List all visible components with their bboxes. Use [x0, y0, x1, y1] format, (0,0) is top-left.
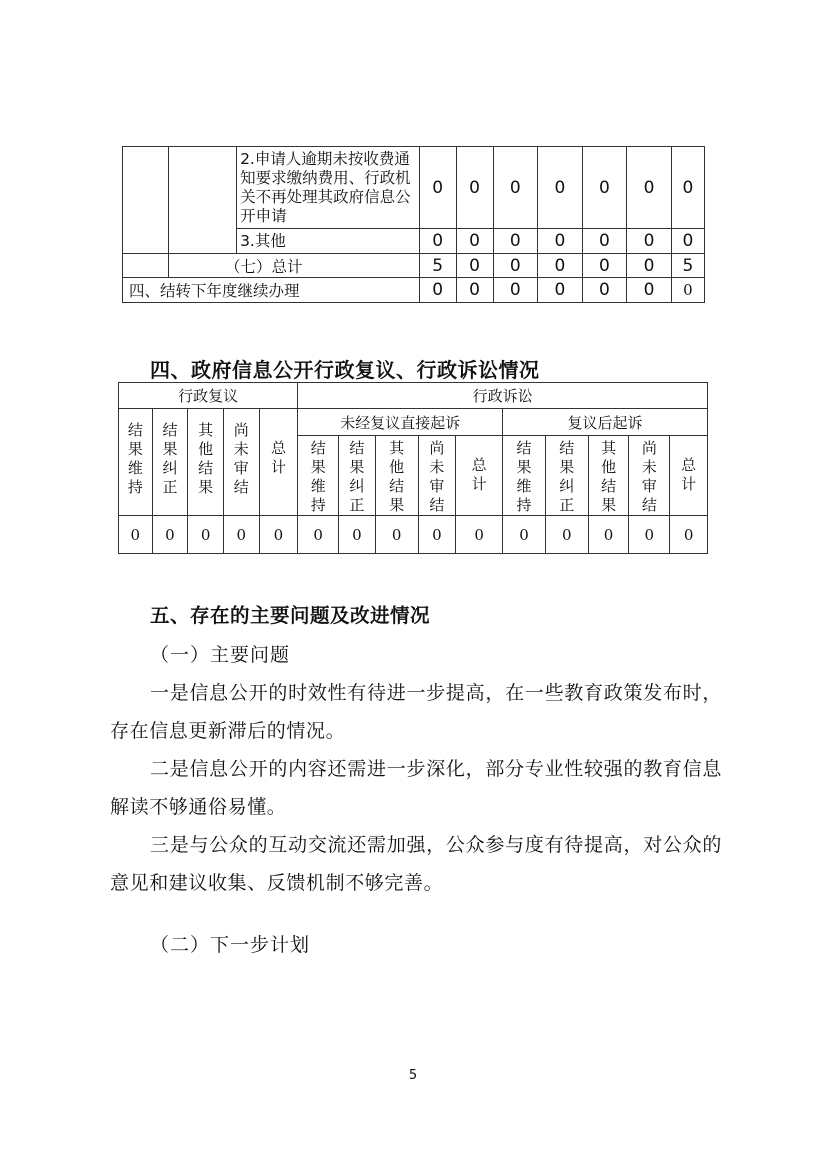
subsection-heading: （二）下一步计划 [150, 934, 311, 956]
paragraph: 三是与公众的互动交流还需加强，公众参与度有待提高，对公众的意见和建议收集、反馈机制不够完善。 [110, 834, 722, 894]
disposal-table [122, 146, 705, 303]
cell-value: 0 [152, 516, 188, 554]
header-cell: 结果维持 [298, 436, 339, 516]
cell-value: 0 [259, 516, 298, 554]
row-label: （七）总计 [169, 254, 420, 278]
cell-value: 0 [493, 147, 538, 229]
cell-value: 0 [456, 278, 493, 303]
header-cell: 结果纠正 [152, 409, 188, 516]
cell-value: 0 [419, 229, 456, 254]
section-heading: 四、政府信息公开行政复议、行政诉讼情况 [150, 358, 540, 382]
cell-value: 0 [627, 254, 672, 278]
row-label: 2.申请人逾期未按收费通知要求缴纳费用、行政机关不再处理其政府信息公开申请 [237, 147, 420, 229]
cell-value: 0 [627, 147, 672, 229]
review-litigation-table [118, 382, 708, 554]
cell-value: 5 [419, 254, 456, 278]
cell-value: 0 [538, 229, 583, 254]
paragraph: 二是信息公开的内容还需进一步深化，部分专业性较强的教育信息解读不够通俗易懂。 [110, 758, 722, 818]
header-cell: 总计 [259, 409, 298, 516]
cell-value: 0 [456, 229, 493, 254]
header-cell: 尚未审结 [418, 436, 456, 516]
header-cell: 其他结果 [188, 409, 224, 516]
cell-value: 0 [339, 516, 376, 554]
header-cell: 其他结果 [375, 436, 418, 516]
cell-value: 0 [538, 254, 583, 278]
cell-value: 0 [629, 516, 670, 554]
cell-value: 0 [493, 229, 538, 254]
cell-value: 0 [456, 516, 503, 554]
cell-value: 0 [493, 278, 538, 303]
cell-value: 0 [503, 516, 546, 554]
table-row [119, 409, 708, 436]
header-cell: 总计 [670, 436, 708, 516]
header-cell: 尚未审结 [223, 409, 259, 516]
cell-value: 0 [670, 516, 708, 554]
cell-value: 0 [119, 516, 153, 554]
table-row [119, 383, 708, 409]
cell-value: 0 [375, 516, 418, 554]
cell-value: 0 [582, 147, 627, 229]
header-cell: 复议后起诉 [503, 409, 708, 436]
cell-value: 0 [627, 278, 672, 303]
header-cell: 总计 [456, 436, 503, 516]
cell-value: 0 [671, 229, 704, 254]
cell-value: 5 [671, 254, 704, 278]
cell-value: 0 [582, 229, 627, 254]
cell-value: 0 [538, 147, 583, 229]
table-row [123, 254, 705, 278]
cell-value: 0 [456, 147, 493, 229]
cell-value: 0 [419, 278, 456, 303]
cell-value: 0 [188, 516, 224, 554]
section-heading: 五、存在的主要问题及改进情况 [150, 604, 431, 627]
table-row [123, 278, 705, 303]
cell-value: 0 [582, 278, 627, 303]
cell-value: 0 [671, 147, 704, 229]
header-cell: 行政复议 [119, 383, 298, 409]
cell-value: 0 [298, 516, 339, 554]
paragraph: 一是信息公开的时效性有待进一步提高，在一些教育政策发布时，存在信息更新滞后的情况。 [110, 682, 722, 742]
cell-value: 0 [588, 516, 629, 554]
cell-value: 0 [627, 229, 672, 254]
cell-value: 0 [582, 254, 627, 278]
header-cell: 其他结果 [588, 436, 629, 516]
subsection-heading: （一）主要问题 [150, 644, 291, 666]
cell-value: 0 [538, 278, 583, 303]
header-cell: 未经复议直接起诉 [298, 409, 503, 436]
cell-value: 0 [223, 516, 259, 554]
cell-value: 0 [456, 254, 493, 278]
row-label: 3.其他 [237, 229, 420, 254]
page-number: 5 [408, 1068, 418, 1083]
cell-value: 0 [418, 516, 456, 554]
cell-value: 0 [671, 278, 704, 303]
header-cell: 结果维持 [119, 409, 153, 516]
header-cell: 结果纠正 [545, 436, 588, 516]
table-row [123, 147, 705, 229]
header-cell: 结果维持 [503, 436, 546, 516]
cell-value: 0 [545, 516, 588, 554]
row-label: 四、结转下年度继续办理 [123, 278, 420, 303]
header-cell: 行政诉讼 [298, 383, 708, 409]
cell-value: 0 [419, 147, 456, 229]
header-cell: 结果纠正 [339, 436, 376, 516]
header-cell: 尚未审结 [629, 436, 670, 516]
cell-value: 0 [493, 254, 538, 278]
table-row [119, 516, 708, 554]
